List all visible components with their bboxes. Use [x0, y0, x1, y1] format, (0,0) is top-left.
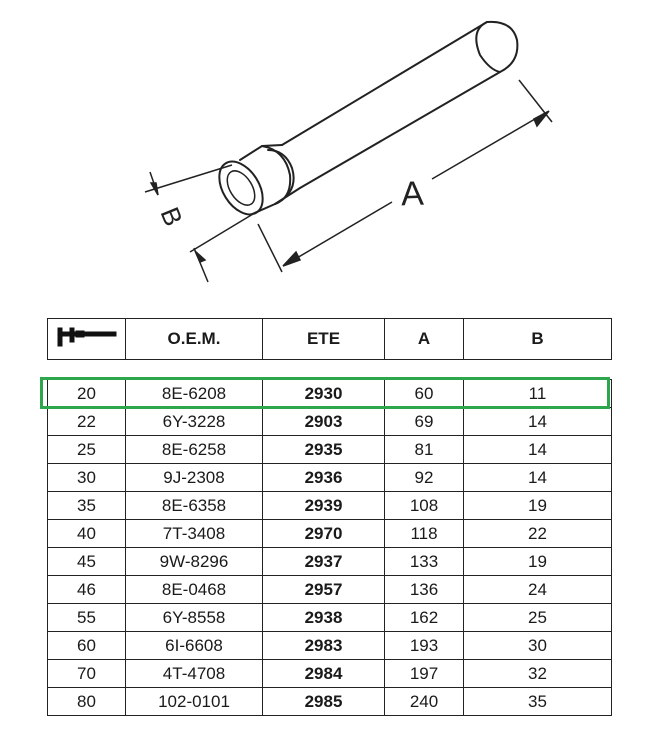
pin-head-face	[210, 154, 271, 222]
table-row	[48, 688, 612, 716]
cell-b: 14	[464, 408, 612, 436]
cell-ete: 2903	[263, 408, 385, 436]
pin-body	[282, 22, 517, 188]
cell-ete: 2984	[263, 660, 385, 688]
cell-b: 35	[464, 688, 612, 716]
cell-a: 81	[385, 436, 464, 464]
cell-oem: 6Y-3228	[126, 408, 263, 436]
cell-ete: 2938	[263, 604, 385, 632]
cell-a: 197	[385, 660, 464, 688]
cell-b: 30	[464, 632, 612, 660]
cell-size: 45	[48, 548, 126, 576]
cell-oem: 8E-6258	[126, 436, 263, 464]
cell-size: 46	[48, 576, 126, 604]
cell-ete: 2970	[263, 520, 385, 548]
cell-b: 22	[464, 520, 612, 548]
cell-ete: 2937	[263, 548, 385, 576]
table-row	[48, 436, 612, 464]
dimension-label-a: A	[400, 174, 425, 214]
cell-size: 22	[48, 408, 126, 436]
cell-size: 60	[48, 632, 126, 660]
pin-drawing	[0, 0, 649, 310]
gap-cell	[48, 360, 612, 380]
caliper-icon	[56, 326, 118, 348]
cell-b: 19	[464, 492, 612, 520]
table-header	[48, 319, 612, 360]
column-header-ete: ETE	[263, 319, 385, 360]
cell-size: 55	[48, 604, 126, 632]
cell-oem: 8E-0468	[126, 576, 263, 604]
column-header-b: B	[464, 319, 612, 360]
cell-size: 40	[48, 520, 126, 548]
cell-ete: 2939	[263, 492, 385, 520]
cell-ete: 2935	[263, 436, 385, 464]
cell-a: 69	[385, 408, 464, 436]
column-header-oem: O.E.M.	[126, 319, 263, 360]
cell-ete: 2930	[263, 380, 385, 408]
table-row	[48, 660, 612, 688]
table-row	[48, 632, 612, 660]
table-row	[48, 380, 612, 408]
cell-oem: 9J-2308	[126, 464, 263, 492]
cell-a: 133	[385, 548, 464, 576]
cell-oem: 9W-8296	[126, 548, 263, 576]
cell-ete: 2983	[263, 632, 385, 660]
table-body	[48, 380, 612, 716]
cell-b: 25	[464, 604, 612, 632]
cell-b: 19	[464, 548, 612, 576]
cell-b: 11	[464, 380, 612, 408]
caliper-header	[48, 319, 126, 360]
table-row	[48, 604, 612, 632]
cell-ete: 2936	[263, 464, 385, 492]
cell-a: 240	[385, 688, 464, 716]
cell-b: 14	[464, 464, 612, 492]
cell-a: 136	[385, 576, 464, 604]
cell-oem: 4T-4708	[126, 660, 263, 688]
cell-b: 32	[464, 660, 612, 688]
cell-size: 35	[48, 492, 126, 520]
table-row	[48, 576, 612, 604]
cell-ete: 2985	[263, 688, 385, 716]
dimension-label-b: B	[154, 202, 189, 231]
pin-head-bore	[222, 166, 261, 210]
dimension-line-a1	[285, 202, 392, 265]
column-header-a: A	[385, 319, 464, 360]
cell-a: 193	[385, 632, 464, 660]
cell-a: 60	[385, 380, 464, 408]
table-row	[48, 464, 612, 492]
cell-oem: 102-0101	[126, 688, 263, 716]
dimension-line-a2	[432, 112, 547, 179]
cell-size: 70	[48, 660, 126, 688]
cell-oem: 6I-6608	[126, 632, 263, 660]
cell-b: 14	[464, 436, 612, 464]
pin-end-cap	[476, 22, 500, 72]
cell-b: 24	[464, 576, 612, 604]
cell-size: 30	[48, 464, 126, 492]
cell-a: 162	[385, 604, 464, 632]
table-row	[48, 548, 612, 576]
cell-ete: 2957	[263, 576, 385, 604]
table-row	[48, 520, 612, 548]
spec-table	[47, 318, 612, 716]
cell-a: 108	[385, 492, 464, 520]
table-row	[48, 492, 612, 520]
cell-oem: 8E-6358	[126, 492, 263, 520]
cell-a: 92	[385, 464, 464, 492]
cell-oem: 6Y-8558	[126, 604, 263, 632]
cell-size: 80	[48, 688, 126, 716]
header-gap	[48, 360, 612, 380]
cell-a: 118	[385, 520, 464, 548]
cell-oem: 8E-6208	[126, 380, 263, 408]
cell-size: 25	[48, 436, 126, 464]
table-row	[48, 408, 612, 436]
cell-oem: 7T-3408	[126, 520, 263, 548]
cell-size: 20	[48, 380, 126, 408]
